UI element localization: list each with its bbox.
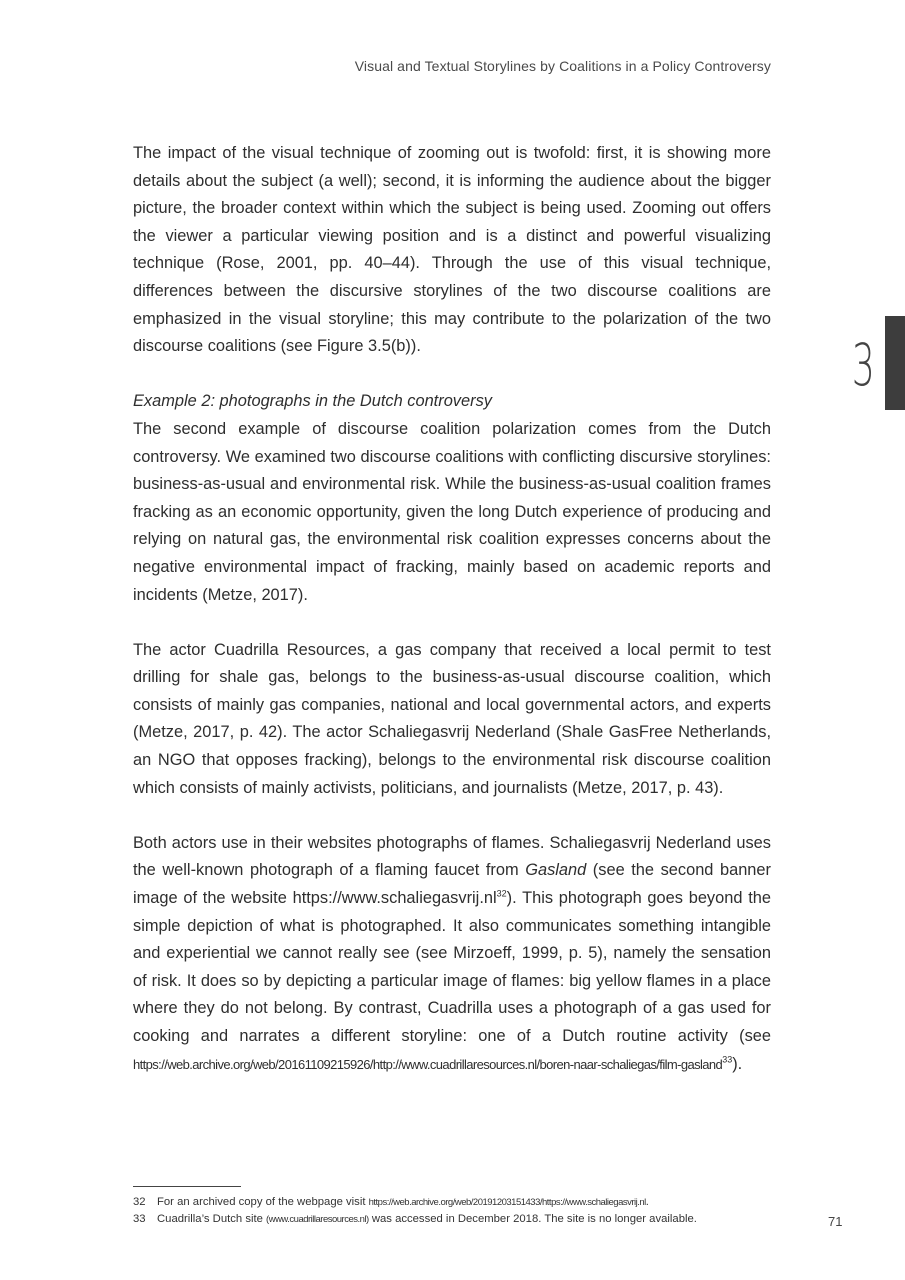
footnote-32 — [133, 1194, 793, 1211]
footnote-ref-33[interactable]: 33 — [722, 1054, 733, 1065]
cuadrilla-archive-link[interactable]: https://web.archive.org/web/20161109215926/http://www.cuadrillaresources.nl/boren-naar-schaliegas/film-gasland — [133, 1056, 723, 1072]
chapter-number: 3 — [851, 331, 875, 399]
footnote-link[interactable]: https://web.archive.org/web/20191203151433/https://www.schaliegasvrij.nl — [368, 1197, 646, 1208]
page-number: 71 — [828, 1214, 843, 1229]
footnote-link[interactable]: (www.cuadrillaresources.nl) — [266, 1214, 369, 1225]
footnote-text-end: was accessed in December 2018. The site is no longer available. — [368, 1213, 697, 1225]
body-text — [133, 140, 771, 1078]
footnote-number: 33 — [133, 1213, 146, 1225]
paragraph-1: The impact of the visual technique of zooming out is twofold: first, it is showing more details about the subject (a well); second, it is informing the audience about the bigger picture, the broader context within which the subject is being used. Zooming out offers the viewer a particular viewing position and is a distinct and powerful visualizing technique (Rose, 2001, pp. 40–44). Through the use of this visual technique, differences between the discursive storylines of the two discourse coalitions are emphasized in the visual storyline; this may contribute to the polarization of the two discourse coalitions (see Figure 3.5(b)). — [133, 144, 771, 356]
gasland-title: Gasland — [525, 861, 587, 880]
paragraph-4-text-a: Both actors use in their websites photographs of flames. Schaliegasvrij Nederland uses the well-known photograph of a flaming faucet from — [133, 833, 771, 880]
paragraph-3: The actor Cuadrilla Resources, a gas company that received a local permit to test drilling for shale gas, belongs to the business-as-usual discourse coalition, which consists of mainly gas companies, national and local governmental actors, and experts (Metze, 2017, p. 42). The actor Schaliegasvrij Nederland (Shale GasFree Netherlands, an NGO that opposes fracking), belongs to the environmental risk discourse coalition which consists of mainly activists, politicians, and journalists (Metze, 2017, p. 43). — [133, 640, 771, 797]
paragraph-2: The second example of discourse coalition polarization comes from the Dutch controversy. We examined two discourse coalitions with conflicting discursive storylines: business-as-usual and environmental risk. While the business-as-usual coalition frames fracking as an economic opportunity, given the long Dutch experience of producing and relying on natural gas, the environmental risk coalition expresses concerns about the negative environmental impact of fracking, mainly based on academic reports and incidents (Metze, 2017). — [133, 419, 771, 604]
section-heading: Example 2: photographs in the Dutch controversy — [133, 392, 492, 411]
paragraph-4-text-d: ). — [732, 1054, 743, 1073]
chapter-tab — [885, 316, 905, 410]
footnote-text: For an archived copy of the webpage visit — [157, 1196, 369, 1208]
footnote-text-end: . — [645, 1196, 649, 1208]
footnote-number: 32 — [133, 1196, 146, 1208]
paragraph-4-text-c: ). This photograph goes beyond the simple depiction of what is photographed. It also communicates something intangible and experiential we cannot really see (see Mirzoeff, 1999, p. 5), namely the sensation of risk. It does so by depicting a particular image of flames: big yellow flames in a place where they do not belong. By contrast, Cuadrilla uses a photograph of a gas used for cooking and narrates a different storyline: one of a Dutch routine activity (see — [133, 889, 771, 1045]
footnote-text: Cuadrilla’s Dutch site — [157, 1213, 267, 1225]
footnote-rule — [133, 1186, 241, 1187]
paragraph-4 — [133, 830, 771, 1078]
footnote-33 — [133, 1211, 793, 1228]
paragraph-4-text-b: (see the second banner image of the website https://www.schaliegasvrij.nl — [133, 861, 771, 908]
footnote-ref-32[interactable]: 32 — [496, 888, 507, 899]
footnotes — [133, 1194, 793, 1228]
running-header: Visual and Textual Storylines by Coalitions in a Policy Controversy — [354, 58, 771, 74]
